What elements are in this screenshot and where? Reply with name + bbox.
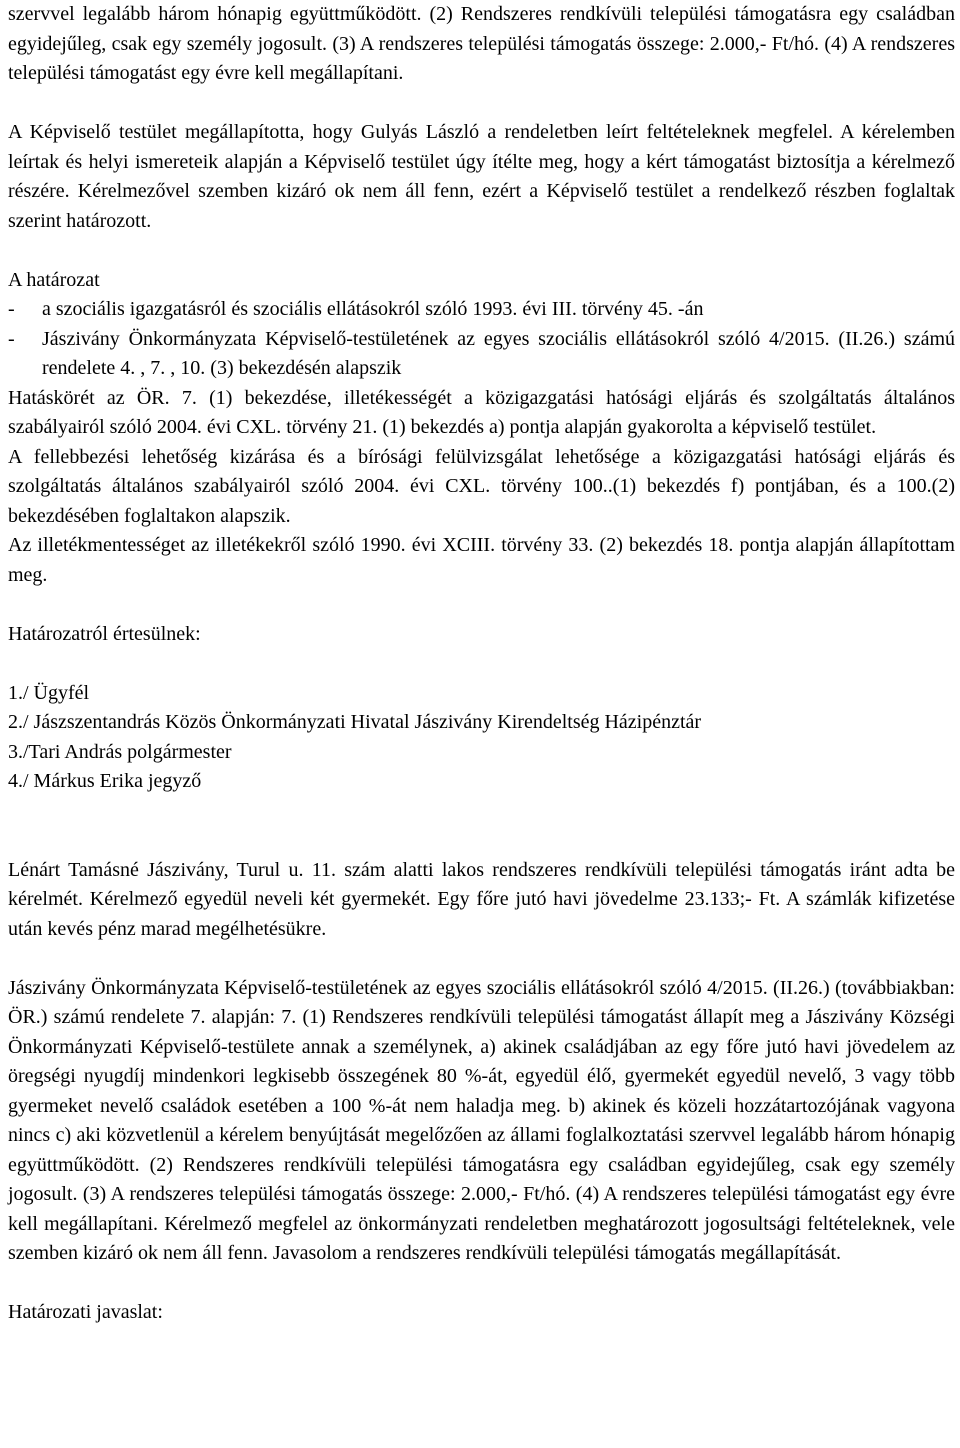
spacer — [8, 590, 955, 620]
spacer — [8, 89, 955, 119]
recipient-item: 1./ Ügyfél — [8, 681, 90, 704]
spacer — [8, 236, 955, 266]
javaslat-heading: Határozati javaslat: — [8, 1301, 163, 1323]
recipient-item: 3./Tari András polgármester — [8, 740, 232, 763]
recipient-item: 2./ Jászszentandrás Közös Önkormányzati Hivatal Jászivány Kirendeltség Házipénztár — [8, 711, 702, 733]
document-page — [8, 0, 955, 1328]
list-item-text: Jászivány Önkormányzata Képviselő-testületének az egyes szociális ellátásokról szóló 4/2015. (II.26.) számú rendelete 4. , 7. , 10. (3) bekezdésén alapszik — [42, 327, 955, 379]
recipient-item: 4./ Márkus Erika jegyző — [8, 770, 202, 792]
spacer — [8, 797, 955, 856]
hatarozat-heading: A határozat — [8, 268, 100, 291]
spacer — [8, 649, 955, 679]
paragraph-rendelet: Jászivány Önkormányzata Képviselő-testületének az egyes szociális ellátásokról szóló 4/2015. (II.26.) (továbbiakban: ÖR.) számú rendelete 7. alapján: 7. (1) Rendszeres rendkívüli települési támogatást állapít meg a Jászivány Községi Önkormányzati Képviselő-testülete annak a személynek, a) akinek családjában az egy főre jutó havi jövedelem az öregségi nyugdíj mindenkori legkisebb összegének 80 %-át, egyedül élő, gyermekét egyedül nevelő, 3 vagy több gyermeket nevelő családok esetében a 100 %-át nem haladja meg. b) akinek és közeli hozzátartozójának vagyona nincs c) aki közvetlenül a kérelem benyújtását megelőzően az állami foglalkoztatási szervvel legalább három hónapig együttműködött. (2) Rendszeres rendkívüli települési támogatásra egy családban egyidejűleg, csak egy személy jogosult. (3) A rendszeres települési támogatás összege: 2.000,- Ft/hó. (4) A rendszeres települési támogatást egy évre kell megállapítani. Kérelmező megfelel az önkormányzati rendeletben meghatározott jogosultsági feltételeknek, vele szemben kizáró ok nem áll fenn. Javasolom a rendszeres rendkívüli települési támogatás megállapítását. — [8, 976, 955, 1264]
list-dash: - — [8, 327, 15, 350]
list-item-text: a szociális igazgatásról és szociális ellátásokról szóló 1993. évi III. törvény 45. -án — [42, 298, 704, 320]
paragraph-fellebbezes: A fellebbezési lehetőség kizárása és a bírósági felülvizsgálat lehetősége a közigazgatási hatósági eljárás és szolgáltatás általános szabályairól szóló 2004. évi CXL. törvény 100..(1) bekezdés f) pontjában, és a 100.(2) bekezdésében foglaltakon alapszik. — [8, 445, 955, 527]
list-item — [8, 295, 955, 325]
ertesulnek-heading: Határozatról értesülnek: — [8, 622, 201, 645]
list-item — [8, 325, 955, 384]
paragraph-finding: A Képviselő testület megállapította, hogy Gulyás László a rendeletben leírt feltételeknek megfelel. A kérelemben leírtak és helyi ismereteik alapján a Képviselő testület úgy ítélte meg, hogy a kért támogatást biztosítja a kérelmező részére. Kérelmezővel szemben kizáró ok nem áll fenn, ezért a Képviselő testület a rendelkező részben foglaltak szerint határozott. — [8, 121, 955, 232]
paragraph-intro: szervvel legalább három hónapig együttműködött. (2) Rendszeres rendkívüli települési támogatásra egy családban egyidejűleg, csak egy személy jogosult. (3) A rendszeres települési támogatás összege: 2.000,- Ft/hó. (4) A rendszeres települési támogatást egy évre kell megállapítani. — [8, 3, 955, 84]
spacer — [8, 1269, 955, 1299]
paragraph-illetek: Az illetékmentességet az illetékekről szóló 1990. évi XCIII. törvény 33. (2) bekezdés 18. pontja alapján állapítottam meg. — [8, 534, 955, 586]
list-dash: - — [8, 298, 15, 320]
paragraph-lenart: Lénárt Tamásné Jászivány, Turul u. 11. szám alatti lakos rendszeres rendkívüli települési támogatás iránt adta be kérelmét. Kérelmező egyedül neveli két gyermekét. Egy főre jutó havi jövedelme 23.133;- Ft. A számlák kifizetése után kevés pénz marad megélhetésükre. — [8, 858, 955, 940]
spacer — [8, 944, 955, 974]
paragraph-hataskor: Hatáskörét az ÖR. 7. (1) bekezdése, illetékességét a közigazgatási hatósági eljárás és szolgáltatás általános szabályairól szóló 2004. évi CXL. törvény 21. (1) bekezdés a) pontja alapján gyakorolta a képviselő testület. — [8, 386, 955, 438]
